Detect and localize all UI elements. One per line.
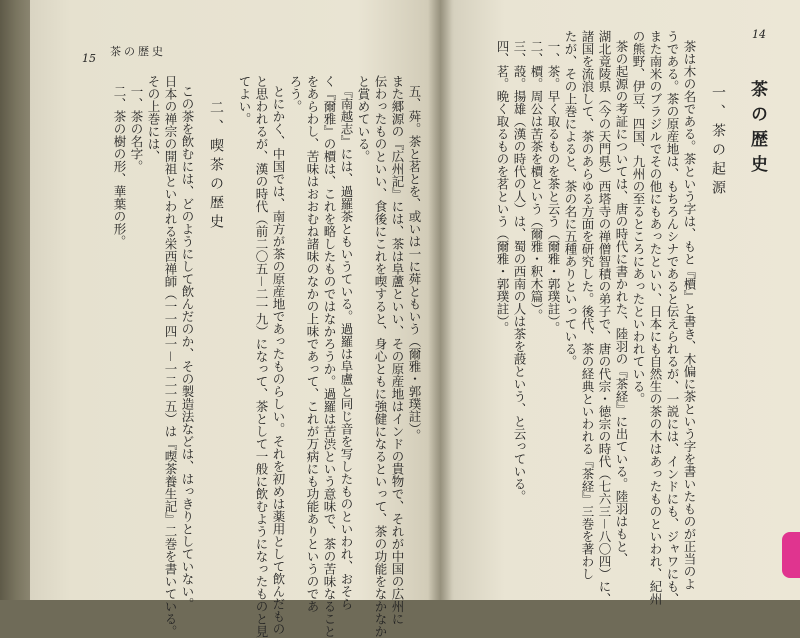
body-column: てよい。 [237, 75, 252, 125]
body-column: この茶を飲むには、どのようにして飲んだのか、その製造法などは、はっきりとしていない。 [180, 85, 195, 610]
page-number-left: 15 [82, 52, 96, 65]
body-column: とにかく、中国では、南方が茶の原産地であったものらしい。それを初めは薬用として飲んだもの [271, 85, 286, 635]
body-column: 一、茶の名字。 [129, 85, 144, 173]
page-number-right: 14 [752, 28, 766, 41]
body-column: く『爾雅』の檟は、これを略したものではなかろうか。過羅は苦渋という意味で、茶の苦味なること [322, 75, 337, 638]
body-column: 二、檟。周公は苦茶を檟という（爾雅・釈木篇）。 [529, 40, 544, 322]
body-column: 伝わったものといい、食後にこれを喫すると、身心ともに強健になるといって、茶の功能をなかなか [373, 75, 388, 638]
section-heading: 二、喫茶の歴史 [208, 100, 224, 233]
body-column: 二、茶の樹の形、華葉の形。 [112, 85, 127, 248]
body-column: また郷源の『広州記』には、茶は阜蘆といい、その原産地はインドの貴物で、それが中国の広州に [390, 75, 405, 625]
body-column: 『南越志』には、過羅茶ともいうている。過羅は阜盧と同じ音を写したものといわれ、おそら [339, 85, 354, 610]
body-column: その上巻には、 [146, 75, 161, 163]
book-gutter [428, 0, 452, 600]
body-column: 茶の起源の考証については、唐の時代に書かれた、陸羽の『茶経』に出ている。陸羽はもと、 [614, 40, 629, 565]
body-column: 四、茗。晩く取るものを茗という（爾雅・郭璞註）。 [495, 40, 510, 334]
right-page [440, 0, 800, 606]
body-column: 湖北竟陵県（今の天門県）西塔寺の禅僧智積の弟子で、唐の代宗・徳宗の時代（七六三－八〇四）に、 [597, 30, 612, 606]
body-column: 五、荈。茶と茗とを、或いは一に荈ともいう（爾雅・郭璞註）。 [407, 85, 422, 442]
body-column: また南米のブラジルでその他にもあったといい、日本にも自然生の茶の木はあったものといわれ、紀州 [648, 30, 663, 605]
body-column: 諸国を流浪して、茶のあらゆる方面を研究した。後代、茶の経典といわれる『茶経』三巻を著わし [580, 30, 595, 580]
body-column: をあらわし、苦味はおおむね諸味のなかの上味であって、これが万病にも功能ありというのであ [305, 75, 320, 613]
left-page [30, 0, 440, 638]
body-column: ろう。 [288, 75, 303, 113]
body-column: 日本の禅宗の開祖といわれる栄西禅師（一一四一－一二一五）は『喫茶養生記』二巻を書いている。 [163, 75, 178, 638]
chapter-title: 茶の歴史 [747, 80, 767, 180]
running-header: 茶の歴史 [110, 45, 166, 58]
body-column: 茶は木の名である。茶という字は、もと『檟』と書き、木偏に茶という字を書いたものが正当のよ [682, 40, 697, 590]
body-column: 一、茶。早く取るものを茶と云う（爾雅・郭璞註）。 [546, 40, 561, 334]
body-column: と思われるが、漢の時代（前二〇五－二一九）になって、茶として一般に飲むようになったものと見 [254, 75, 269, 638]
section-heading: 一、茶の起源 [710, 85, 726, 199]
bookmark-tab [782, 532, 800, 578]
body-column: と賞めている。 [356, 75, 371, 163]
body-column: たが、その上巻によると、茶の名に五種ありといっている。 [563, 30, 578, 368]
book-cover-edge [0, 0, 30, 600]
body-column: の熊野、伊豆、四国、九州の至るところにあったといわれている。 [631, 30, 646, 405]
body-column: うである。茶の原産地は、もちろんシナであると伝えられるが、一説には、インドにも、ジャワにも、 [665, 30, 680, 605]
body-column: 三、蔎。揚雄（漢の時代の人）は、蜀の西南の人は茶を蔎という、と云っている。 [512, 40, 527, 503]
